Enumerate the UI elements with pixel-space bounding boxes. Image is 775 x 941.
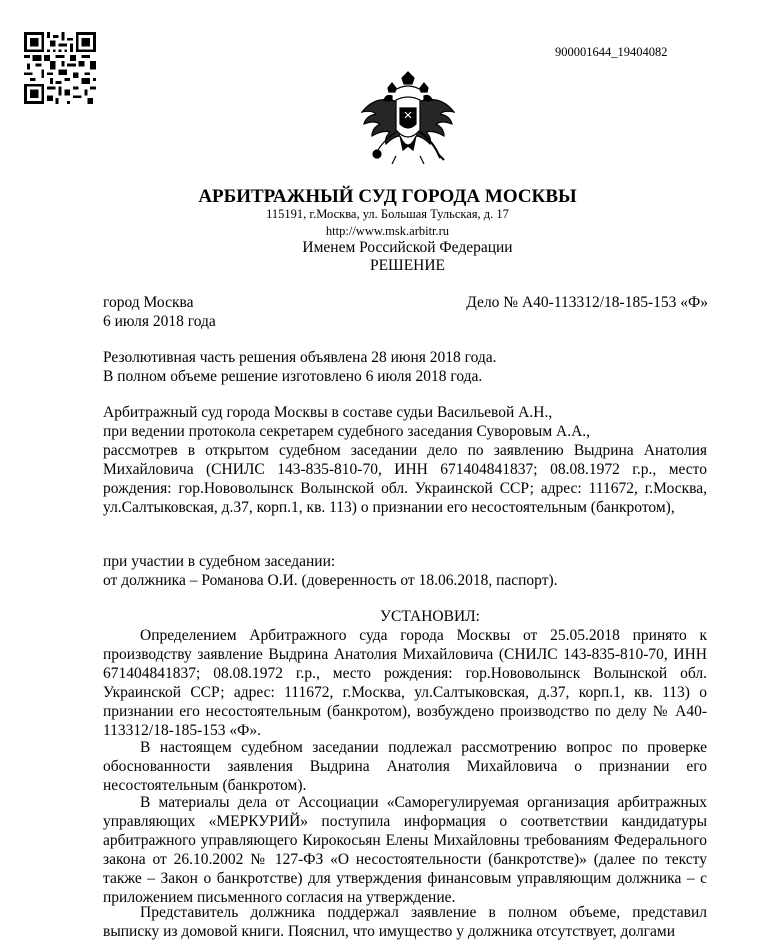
intro-judge: Арбитражный суд города Москвы в составе судьи Васильевой А.Н., — [103, 404, 553, 421]
document-number: 900001644_19404082 — [555, 45, 668, 59]
announcement-date: Резолютивная часть решения объявлена 28 июня 2018 года. — [103, 349, 497, 366]
participation-heading: при участии в судебном заседании: — [103, 553, 336, 570]
coat-of-arms-emblem — [358, 70, 458, 180]
court-name: АРБИТРАЖНЫЙ СУД ГОРОДА МОСКВЫ — [198, 186, 577, 207]
in-name-of: Именем Российской Федерации — [302, 239, 513, 256]
document-type: РЕШЕНИЕ — [369, 257, 446, 274]
court-website: http://www.msk.arbitr.ru — [325, 224, 450, 238]
intro-secretary: при ведении протокола секретарем судебного заседания Суворовым А.А., — [103, 423, 591, 440]
participation-debtor: от должника – Романова О.И. (доверенность от 18.06.2018, паспорт). — [103, 572, 558, 589]
decision-date: 6 июля 2018 года — [103, 313, 216, 330]
paragraph-1: Определением Арбитражного суда города Москвы от 25.05.2018 принято к производству заявление Выдрина Анатолия Михайловича (СНИЛС 143-835-810-70, ИНН 671404841837; 08.08.1972 г.р., место рождения: гор.Нововолынск Волынской обл. Украинской ССР; адрес: 111672, г.Москва, ул.Салтыковская, д.37, корп.1, кв. 113) о признании его несостоятельным (банкротом), возбуждено производство по делу № А40-113312/18-185-153 «Ф». — [103, 627, 707, 739]
paragraph-2: В настоящем судебном заседании подлежал рассмотрению вопрос по проверке обоснованности заявления Выдрина Анатолия Михайловича о признании его несостоятельным (банкротом). — [103, 739, 707, 794]
case-number: Дело № А40-113312/18-185-153 «Ф» — [466, 294, 708, 311]
qr-code — [24, 32, 96, 104]
court-address: 115191, г.Москва, ул. Большая Тульская, д. 17 — [266, 207, 509, 221]
intro-case: рассмотрев в открытом судебном заседании дело по заявлению Выдрина Анатолия Михайловича (СНИЛС 143-835-810-70, ИНН 671404841837; 08.08.1972 г.р., место рождения: гор.Нововолынск Волынской обл. Украинской ССР; адрес: 111672, г.Москва, ул.Салтыковская, д.37, корп.1, кв. 113) о признании его несостоятельным (банкротом), — [103, 442, 707, 516]
paragraph-4: Представитель должника поддержал заявление в полном объеме, представил выписку из домовой книги. Пояснил, что имущество у должника отсутствует, долгами — [103, 904, 707, 940]
city: город Москва — [103, 294, 194, 311]
preparation-date: В полном объеме решение изготовлено 6 июля 2018 года. — [103, 368, 483, 385]
established-heading: УСТАНОВИЛ: — [380, 608, 480, 625]
paragraph-3: В материалы дела от Ассоциации «Саморегулируемая организация арбитражных управляющих «МЕРКУРИЙ» поступила информация о соответствии кандидатуры арбитражного управляющего Кирокосьян Елены Михайловны требованиям Федерального закона от 26.10.2002 № 127-ФЗ «О несостоятельности (банкротстве)» (далее по тексту также – Закон о банкротстве) для утверждения финансовым управляющим должника – с приложением письменного согласия на утверждение. — [103, 794, 707, 906]
